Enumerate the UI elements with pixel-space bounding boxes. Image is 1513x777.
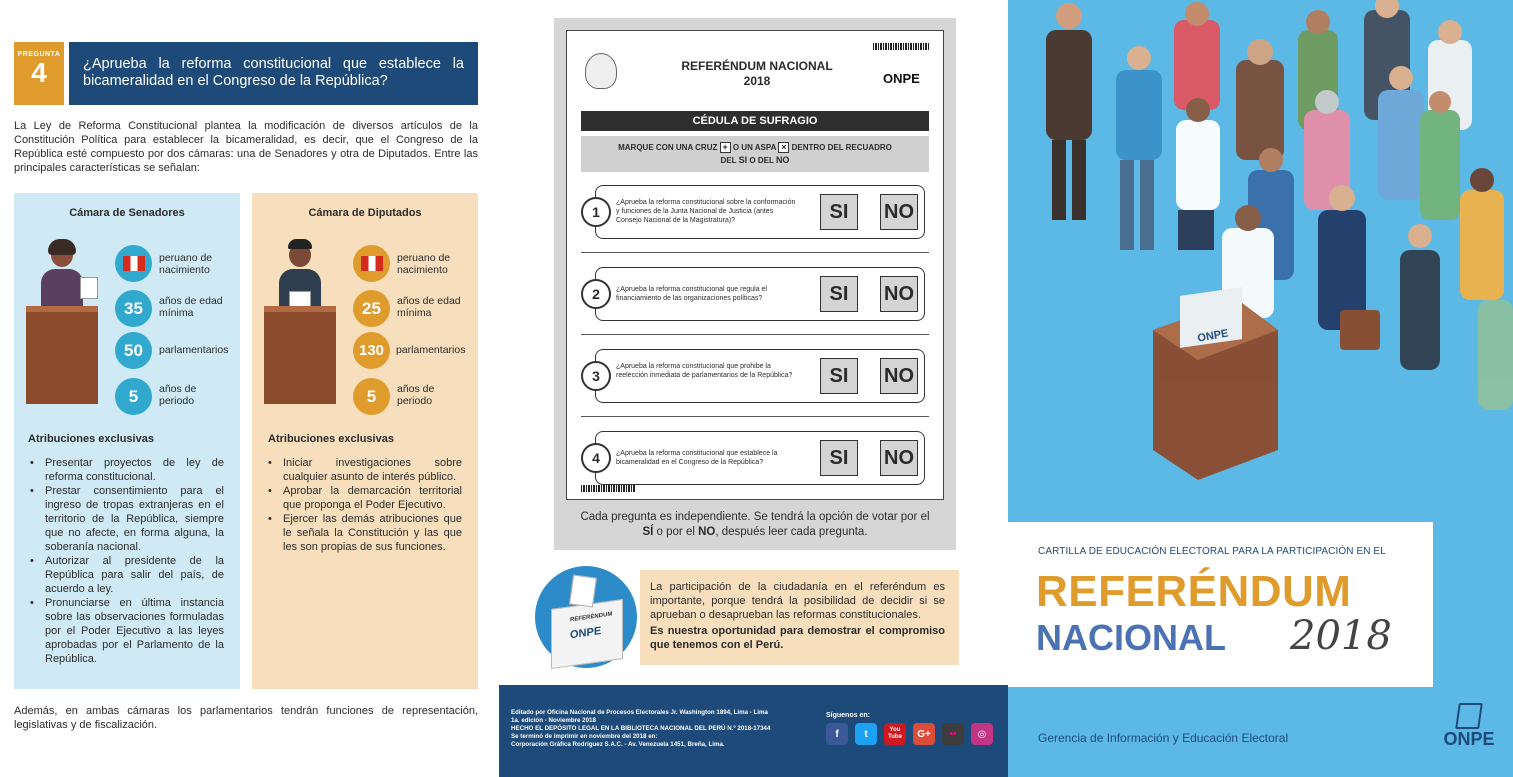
instr-c: DENTRO DEL RECUADRO [791, 143, 892, 152]
participation-bold: Es nuestra oportunidad para demostrar el compromiso que tenemos con el Perú. [650, 625, 945, 651]
si-box: SI [820, 358, 858, 394]
diputados-age-label: años de edad mínima [397, 295, 461, 319]
ballot-paper [566, 30, 944, 500]
si-box: SI [820, 194, 858, 230]
peru-flag-icon [123, 256, 145, 271]
diputados-attr-title: Atribuciones exclusivas [268, 433, 394, 445]
instr-b: O UN ASPA [732, 143, 777, 152]
referendum-title: REFERÉNDUM [1036, 567, 1352, 616]
senadores-attr-title: Atribuciones exclusivas [28, 433, 154, 445]
edition-line: Se terminó de imprimir en noviembre del 2018 en: [511, 733, 658, 740]
ballot-box-icon [551, 599, 623, 669]
flag-circle [115, 245, 152, 282]
flickr-icon[interactable]: •• [942, 723, 964, 745]
gerencia-label: Gerencia de Información y Educación Electoral [1038, 731, 1289, 745]
cartilla-heading: CARTILLA DE EDUCACIÓN ELECTORAL PARA LA PARTICIPACIÓN EN EL [1038, 546, 1386, 557]
si-box: SI [820, 276, 858, 312]
no-box: NO [880, 440, 918, 476]
ballot-question-row [595, 349, 925, 403]
instr-si: SI [738, 155, 748, 165]
ballot-title-line2: 2018 [743, 74, 771, 88]
participation-box [640, 570, 959, 665]
ballot-question-row [595, 185, 925, 239]
instr-no: NO [775, 155, 790, 165]
twitter-icon[interactable]: t [855, 723, 877, 745]
list-item: • Iniciar investigaciones sobre cualquier asunto de interés público. [266, 456, 462, 484]
senadores-age-label: años de edad mínima [159, 295, 223, 319]
edition-line: 1a. edición - Noviembre 2018 [511, 717, 596, 724]
edition-line: HECHO EL DEPÓSITO LEGAL EN LA BIBLIOTECA NACIONAL DEL PERÚ N.º 2018-17344 [511, 725, 771, 732]
ballot-box-illustration [535, 566, 637, 668]
onpe-logo-icon [1436, 703, 1502, 755]
podium-icon [26, 312, 98, 404]
intro-paragraph: La Ley de Reforma Constitucional plantea la modificación de diversos artículos de la Constitución Política para establecer la bicameralidad, es decir, que el Congreso de la República esté compuesto por dos cámaras: una de Senadores y otra de Diputados. Entre las principales características se señalan: [14, 120, 478, 174]
instr-d: DEL [720, 156, 737, 165]
box-logo: ONPE [570, 625, 602, 642]
list-item: • Prestar consentimiento para el ingreso de tropas extranjeras en el territorio de la República, siempre que no afecte, en forma alguna, la soberanía nacional. [28, 484, 224, 554]
podium-icon [264, 312, 336, 404]
no-box: NO [880, 276, 918, 312]
list-item: • Autorizar al presidente de la República para salir del país, de acuerdo a ley. [28, 554, 224, 596]
barcode-icon [581, 485, 635, 492]
crowd-people-icon [1008, 0, 1513, 522]
diputados-column [252, 193, 478, 689]
senadores-column [14, 193, 240, 689]
no-box: NO [880, 194, 918, 230]
question-number: 4 [31, 57, 47, 88]
caption-no: NO [698, 526, 716, 538]
caption-si: SÍ [642, 526, 654, 538]
ballot-paper-icon [569, 574, 597, 607]
ballot-question-number: 1 [581, 197, 611, 227]
caption-c: , después leer cada pregunta. [715, 526, 868, 538]
cover-title-card [1008, 522, 1433, 687]
flag-circle [353, 245, 390, 282]
senadores-members-circle: 50 [115, 332, 152, 369]
google-plus-icon[interactable]: G+ [913, 723, 935, 745]
question-title: ¿Aprueba la reforma constitucional que establece la bicameralidad en el Congreso de la República? [69, 42, 478, 105]
ballot-question-text: ¿Aprueba la reforma constitucional que establece la bicameralidad en el Congreso de la República? [616, 450, 778, 466]
ballot-title [637, 59, 877, 89]
ballot-question-text: ¿Aprueba la reforma constitucional sobre la conformación y funciones de la Junta Nacional de Justicia (antes Consejo Nacional de la Magistratura)? [616, 199, 796, 224]
diputados-title: Cámara de Diputados [308, 207, 422, 219]
question-badge [14, 42, 64, 105]
edition-line: Corporación Gráfica Rodríguez S.A.C. - Av. Venezuela 1451, Breña, Lima. [511, 741, 725, 748]
ballot-title-line1: REFERÉNDUM NACIONAL [681, 59, 833, 73]
senadores-title: Cámara de Senadores [69, 207, 185, 219]
instr-a: MARQUE CON UNA CRUZ [618, 143, 718, 152]
ballot-question-row [595, 431, 925, 485]
year-title: 2018 [1290, 613, 1392, 659]
crowd-illustration [1008, 0, 1513, 522]
diputados-age-circle: 25 [353, 290, 390, 327]
footer-note: Además, en ambas cámaras los parlamentarios tendrán funciones de representación, legislativas y de fiscalización. [14, 705, 478, 731]
diputados-members-label: parlamentarios [396, 344, 466, 356]
ballot-question-number: 4 [581, 443, 611, 473]
divider [581, 416, 929, 417]
edition-line: Editado por Oficina Nacional de Procesos Electorales Jr. Washington 1894, Lima - Lima [511, 709, 768, 716]
divider [581, 334, 929, 335]
social-label: Síguenos en: [826, 712, 870, 719]
diputados-nationality: peruano de nacimiento [397, 252, 451, 276]
si-box: SI [820, 440, 858, 476]
senadores-term-label: años de periodo [159, 383, 197, 407]
ballot-sample [554, 18, 956, 550]
list-item: • Ejercer las demás atribuciones que le señala la Constitución y las que les son propias de sus funciones. [266, 512, 462, 554]
caption-b: o por el [656, 526, 695, 538]
senadores-term-circle: 5 [115, 378, 152, 415]
x-mark-icon: × [778, 142, 789, 153]
caption-a: Cada pregunta es independiente. Se tendrá la opción de votar por el [580, 511, 930, 523]
box-label: REFERÉNDUM [570, 611, 613, 624]
youtube-icon[interactable]: You Tube [884, 723, 906, 745]
barcode-icon [873, 43, 929, 50]
list-item: • Presentar proyectos de ley de reforma constitucional. [28, 456, 224, 484]
diputados-term-circle: 5 [353, 378, 390, 415]
ballot-instructions [581, 136, 929, 172]
no-box: NO [880, 358, 918, 394]
diputados-attr-list [266, 456, 462, 554]
ballot-question-text: ¿Aprueba la reforma constitucional que regula el financiamiento de las organizaciones políticas? [616, 286, 767, 302]
instagram-icon[interactable]: ◎ [971, 723, 993, 745]
ballot-mark-icon [1455, 703, 1483, 729]
list-item: • Pronunciarse en última instancia sobre las observaciones formuladas por el Poder Ejecutivo a las leyes aprobadas por el Parlamento de la República. [28, 596, 224, 666]
nacional-title: NACIONAL [1036, 617, 1226, 658]
divider [581, 252, 929, 253]
edition-footer [499, 685, 1010, 777]
peru-flag-icon [361, 256, 383, 271]
diputados-term-label: años de periodo [397, 383, 435, 407]
senadores-attr-list [28, 456, 224, 666]
peru-coat-of-arms-icon [585, 53, 617, 89]
diputados-members-circle: 130 [353, 332, 390, 369]
edition-info [511, 709, 811, 749]
ballot-question-row [595, 267, 925, 321]
senadores-members-label: parlamentarios [159, 344, 229, 356]
participation-text: La participación de la ciudadanía en el referéndum es importante, porque tendrá la posibilidad de decidir si se aprueban o desaprueban las reformas constitucionales. [650, 581, 945, 621]
ballot-question-number: 2 [581, 279, 611, 309]
facebook-icon[interactable]: f [826, 723, 848, 745]
senadores-nationality: peruano de nacimiento [159, 252, 213, 276]
onpe-logo: ONPE [883, 71, 920, 86]
senadores-age-circle: 35 [115, 290, 152, 327]
ballot-question-text: ¿Aprueba la reforma constitucional que prohibe la reelección inmediata de parlamentarios de la República? [616, 363, 793, 379]
cedula-banner: CÉDULA DE SUFRAGIO [581, 111, 929, 131]
ballot-caption [564, 510, 946, 540]
onpe-logo-text: ONPE [1443, 729, 1495, 749]
list-item: • Aprobar la demarcación territorial que proponga el Poder Ejecutivo. [266, 484, 462, 512]
instr-o: O DEL [749, 156, 774, 165]
crowd-box-logo: ONPE [1196, 327, 1230, 345]
question-tag: PREGUNTA [17, 51, 61, 58]
ballot-question-number: 3 [581, 361, 611, 391]
cross-icon: + [720, 142, 731, 153]
